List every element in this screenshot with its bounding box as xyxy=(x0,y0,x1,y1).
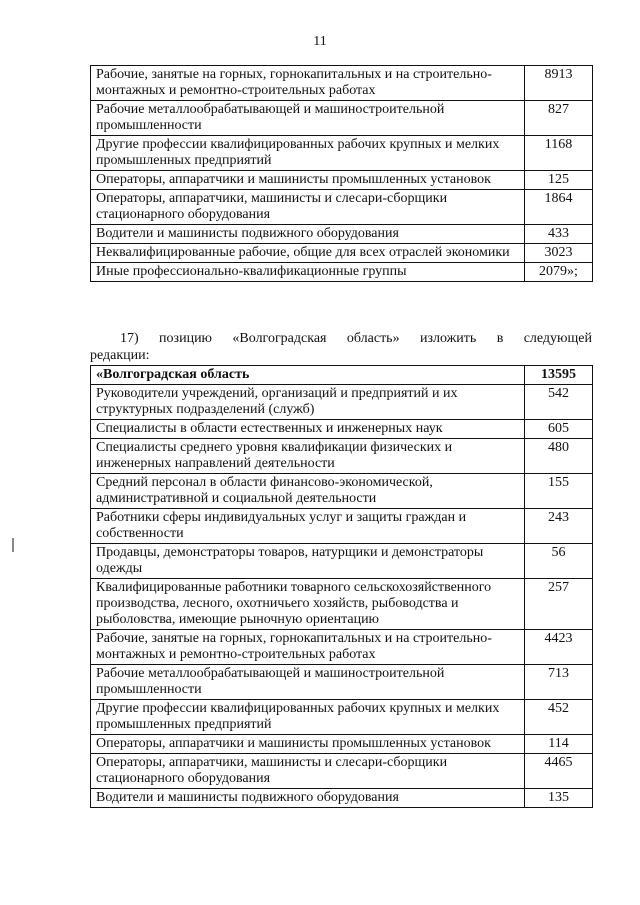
occupation-count: 135 xyxy=(525,789,593,808)
table-row xyxy=(91,544,593,579)
page-number: 11 xyxy=(313,34,327,49)
table-row xyxy=(91,509,593,544)
region-total: 13595 xyxy=(525,366,593,385)
occupation-name: Операторы, аппаратчики, машинисты и слесари-сборщики стационарного оборудования xyxy=(91,190,525,225)
amendment-paragraph: 17) позицию «Волгоградская область» изложить в следующей xyxy=(120,331,592,346)
table-row xyxy=(91,630,593,665)
table-row xyxy=(91,244,593,263)
occupation-name: Операторы, аппаратчики и машинисты промышленных установок xyxy=(91,171,525,190)
occupation-name: Другие профессии квалифицированных рабочих крупных и мелких промышленных предприятий xyxy=(91,136,525,171)
region-table xyxy=(90,365,593,808)
occupation-count: 433 xyxy=(525,225,593,244)
table-row xyxy=(91,700,593,735)
amendment-paragraph-continuation: редакции: xyxy=(90,348,150,363)
occupation-name: Операторы, аппаратчики и машинисты промышленных установок xyxy=(91,735,525,754)
table-row xyxy=(91,420,593,439)
table-row xyxy=(91,665,593,700)
occupation-name: Неквалифицированные рабочие, общие для всех отраслей экономики xyxy=(91,244,525,263)
occupation-count: 4423 xyxy=(525,630,593,665)
occupation-count: 480 xyxy=(525,439,593,474)
occupation-count: 605 xyxy=(525,420,593,439)
occupation-count: 3023 xyxy=(525,244,593,263)
region-name: «Волгоградская область xyxy=(91,366,525,385)
occupation-count: 827 xyxy=(525,101,593,136)
table-row xyxy=(91,225,593,244)
occupation-name: Продавцы, демонстраторы товаров, натурщики и демонстраторы одежды xyxy=(91,544,525,579)
occupation-count: 1168 xyxy=(525,136,593,171)
occupation-name: Другие профессии квалифицированных рабочих крупных и мелких промышленных предприятий xyxy=(91,700,525,735)
table-row xyxy=(91,474,593,509)
occupation-name: Квалифицированные работники товарного сельскохозяйственного производства, лесного, охотничьего хозяйств, рыбоводства и рыболовства, имеющие рыночную ориентацию xyxy=(91,579,525,630)
occupation-count: 56 xyxy=(525,544,593,579)
occupation-name: Операторы, аппаратчики, машинисты и слесари-сборщики стационарного оборудования xyxy=(91,754,525,789)
table-row xyxy=(91,439,593,474)
occupation-count: 4465 xyxy=(525,754,593,789)
occupation-count: 125 xyxy=(525,171,593,190)
occupation-name: Водители и машинисты подвижного оборудования xyxy=(91,225,525,244)
table-row xyxy=(91,789,593,808)
region-header-row xyxy=(91,366,593,385)
occupation-name: Специалисты среднего уровня квалификации физических и инженерных направлений деятельности xyxy=(91,439,525,474)
table-continuation xyxy=(90,65,593,282)
occupation-name: Рабочие, занятые на горных, горнокапитальных и на строительно-монтажных и ремонтно-строительных работах xyxy=(91,66,525,101)
table-row xyxy=(91,754,593,789)
occupation-name: Водители и машинисты подвижного оборудования xyxy=(91,789,525,808)
occupation-count: 713 xyxy=(525,665,593,700)
table-row xyxy=(91,385,593,420)
margin-mark xyxy=(12,538,14,552)
table-row xyxy=(91,171,593,190)
occupation-count: 114 xyxy=(525,735,593,754)
table-row xyxy=(91,101,593,136)
occupation-count: 542 xyxy=(525,385,593,420)
table-row xyxy=(91,66,593,101)
occupation-count: 452 xyxy=(525,700,593,735)
table-row xyxy=(91,579,593,630)
table-row xyxy=(91,190,593,225)
occupation-count: 243 xyxy=(525,509,593,544)
occupation-name: Средний персонал в области финансово-экономической, административной и социальной деятельности xyxy=(91,474,525,509)
occupation-name: Рабочие металлообрабатывающей и машиностроительной промышленности xyxy=(91,101,525,136)
occupation-name: Иные профессионально-квалификационные группы xyxy=(91,263,525,282)
occupation-name: Специалисты в области естественных и инженерных наук xyxy=(91,420,525,439)
occupation-count: 155 xyxy=(525,474,593,509)
table-row xyxy=(91,735,593,754)
occupation-name: Руководители учреждений, организаций и предприятий и их структурных подразделений (служб) xyxy=(91,385,525,420)
occupation-name: Рабочие, занятые на горных, горнокапитальных и на строительно-монтажных и ремонтно-строительных работах xyxy=(91,630,525,665)
occupation-count: 8913 xyxy=(525,66,593,101)
occupation-name: Рабочие металлообрабатывающей и машиностроительной промышленности xyxy=(91,665,525,700)
occupation-count: 2079»; xyxy=(525,263,593,282)
occupation-count: 1864 xyxy=(525,190,593,225)
occupation-name: Работники сферы индивидуальных услуг и защиты граждан и собственности xyxy=(91,509,525,544)
occupation-count: 257 xyxy=(525,579,593,630)
table-row xyxy=(91,136,593,171)
table-row xyxy=(91,263,593,282)
